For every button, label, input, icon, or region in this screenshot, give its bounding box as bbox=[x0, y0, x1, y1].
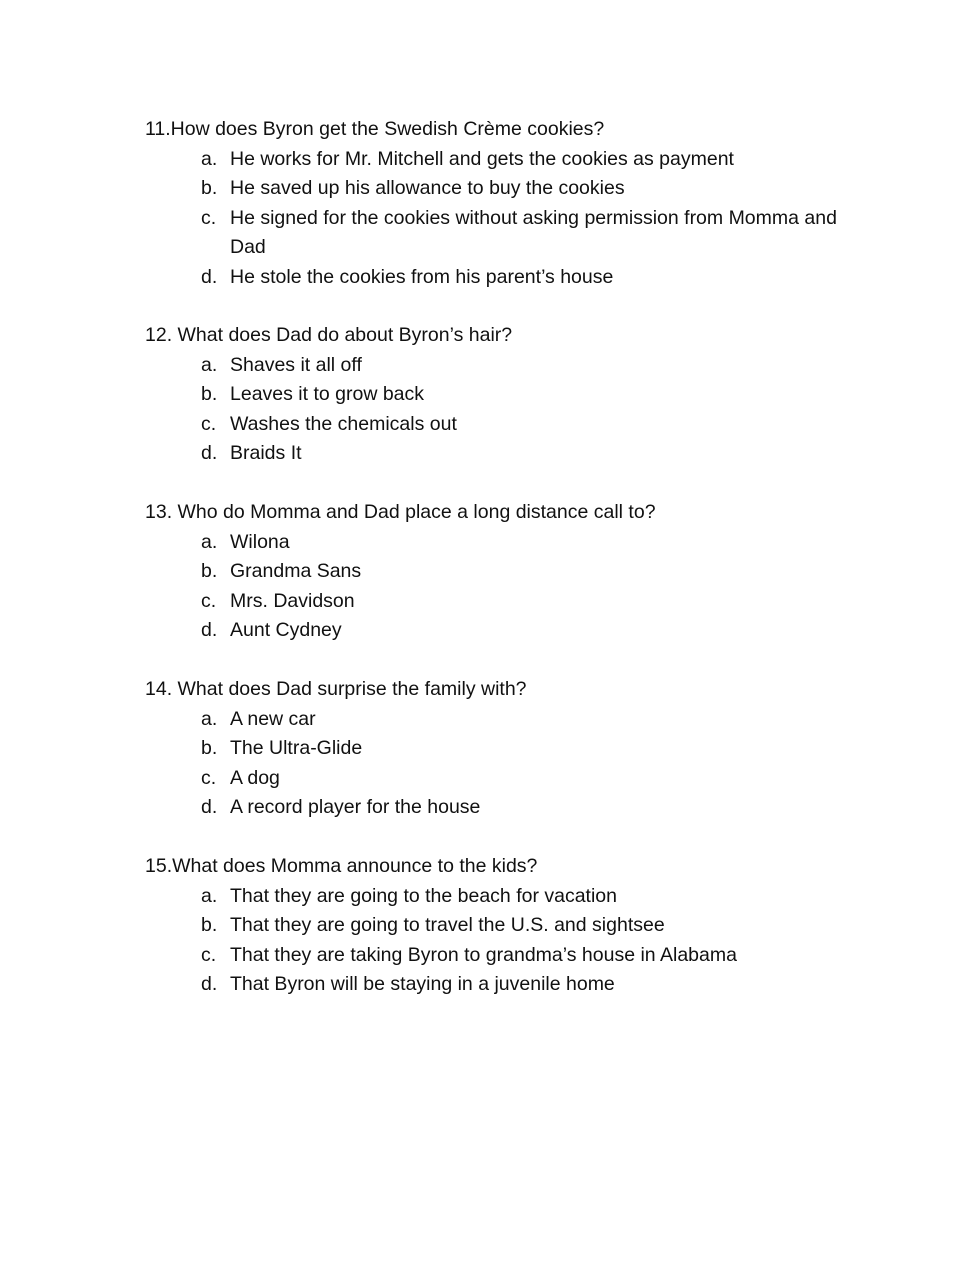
option-letter: a. bbox=[201, 353, 218, 376]
option-text: That they are going to the beach for vacation bbox=[230, 884, 618, 907]
option-letter: d. bbox=[201, 796, 218, 818]
answer-option-b bbox=[145, 174, 840, 204]
option-letter: d. bbox=[201, 442, 218, 464]
option-text: Mrs. Davidson bbox=[230, 589, 355, 612]
answer-option-b bbox=[145, 557, 840, 587]
option-letter: c. bbox=[201, 589, 217, 612]
answer-option-d bbox=[145, 263, 840, 293]
option-letter: b. bbox=[201, 914, 218, 936]
answer-options bbox=[145, 351, 885, 469]
option-letter: d. bbox=[201, 265, 218, 288]
answer-options bbox=[145, 145, 885, 293]
option-letter: b. bbox=[201, 737, 218, 759]
option-letter: c. bbox=[201, 943, 217, 966]
question-13 bbox=[145, 498, 885, 646]
option-text: Grandma Sans bbox=[230, 560, 362, 582]
option-text: He signed for the cookies without asking permission from Momma and Dad bbox=[230, 206, 837, 258]
option-text: He works for Mr. Mitchell and gets the cookies as payment bbox=[230, 147, 734, 170]
option-letter: b. bbox=[201, 177, 218, 199]
answer-option-a bbox=[145, 145, 840, 175]
option-text: Shaves it all off bbox=[230, 353, 362, 376]
answer-option-d bbox=[145, 616, 840, 646]
option-letter: c. bbox=[201, 206, 217, 229]
option-letter: d. bbox=[201, 973, 218, 995]
question-title: 11.How does Byron get the Swedish Crème cookies? bbox=[145, 118, 605, 140]
question-11 bbox=[145, 115, 885, 292]
option-text: Braids It bbox=[230, 442, 302, 464]
option-text: That they are going to travel the U.S. and sightsee bbox=[230, 914, 665, 936]
option-letter: b. bbox=[201, 560, 218, 582]
answer-option-d bbox=[145, 970, 840, 1000]
option-text: That they are taking Byron to grandma’s house in Alabama bbox=[230, 943, 737, 966]
answer-option-c bbox=[145, 204, 840, 263]
option-letter: b. bbox=[201, 383, 218, 405]
question-14 bbox=[145, 675, 885, 823]
answer-option-c bbox=[145, 941, 840, 971]
answer-option-c bbox=[145, 587, 840, 617]
option-text: He stole the cookies from his parent’s house bbox=[230, 265, 614, 288]
option-text: Leaves it to grow back bbox=[230, 383, 425, 405]
answer-option-c bbox=[145, 764, 840, 794]
option-letter: c. bbox=[201, 766, 217, 789]
question-title: 15.What does Momma announce to the kids? bbox=[145, 855, 538, 877]
option-letter: a. bbox=[201, 147, 218, 170]
question-title: 14. What does Dad surprise the family with? bbox=[145, 678, 527, 700]
option-text: He saved up his allowance to buy the cookies bbox=[230, 177, 625, 199]
answer-option-a bbox=[145, 528, 840, 558]
answer-options bbox=[145, 705, 885, 823]
option-text: Wilona bbox=[230, 530, 290, 553]
answer-option-a bbox=[145, 705, 840, 735]
question-title: 13. Who do Momma and Dad place a long distance call to? bbox=[145, 501, 656, 523]
question-title: 12. What does Dad do about Byron’s hair? bbox=[145, 324, 513, 346]
option-letter: c. bbox=[201, 412, 217, 435]
option-text: A new car bbox=[230, 707, 316, 730]
answer-options bbox=[145, 528, 885, 646]
answer-option-b bbox=[145, 911, 840, 941]
answer-option-b bbox=[145, 380, 840, 410]
option-letter: a. bbox=[201, 530, 218, 553]
question-15 bbox=[145, 852, 885, 1000]
answer-option-b bbox=[145, 734, 840, 764]
answer-option-a bbox=[145, 882, 840, 912]
option-text: Washes the chemicals out bbox=[230, 412, 457, 435]
option-text: Aunt Cydney bbox=[230, 619, 342, 641]
question-12 bbox=[145, 321, 885, 469]
answer-option-d bbox=[145, 439, 840, 469]
answer-option-c bbox=[145, 410, 840, 440]
option-text: That Byron will be staying in a juvenile home bbox=[230, 973, 615, 995]
answer-option-a bbox=[145, 351, 840, 381]
option-text: A record player for the house bbox=[230, 796, 481, 818]
option-letter: a. bbox=[201, 707, 218, 730]
answer-option-d bbox=[145, 793, 840, 823]
option-text: The Ultra-Glide bbox=[230, 737, 363, 759]
option-text: A dog bbox=[230, 766, 280, 789]
option-letter: d. bbox=[201, 619, 218, 641]
option-letter: a. bbox=[201, 884, 218, 907]
answer-options bbox=[145, 882, 885, 1000]
